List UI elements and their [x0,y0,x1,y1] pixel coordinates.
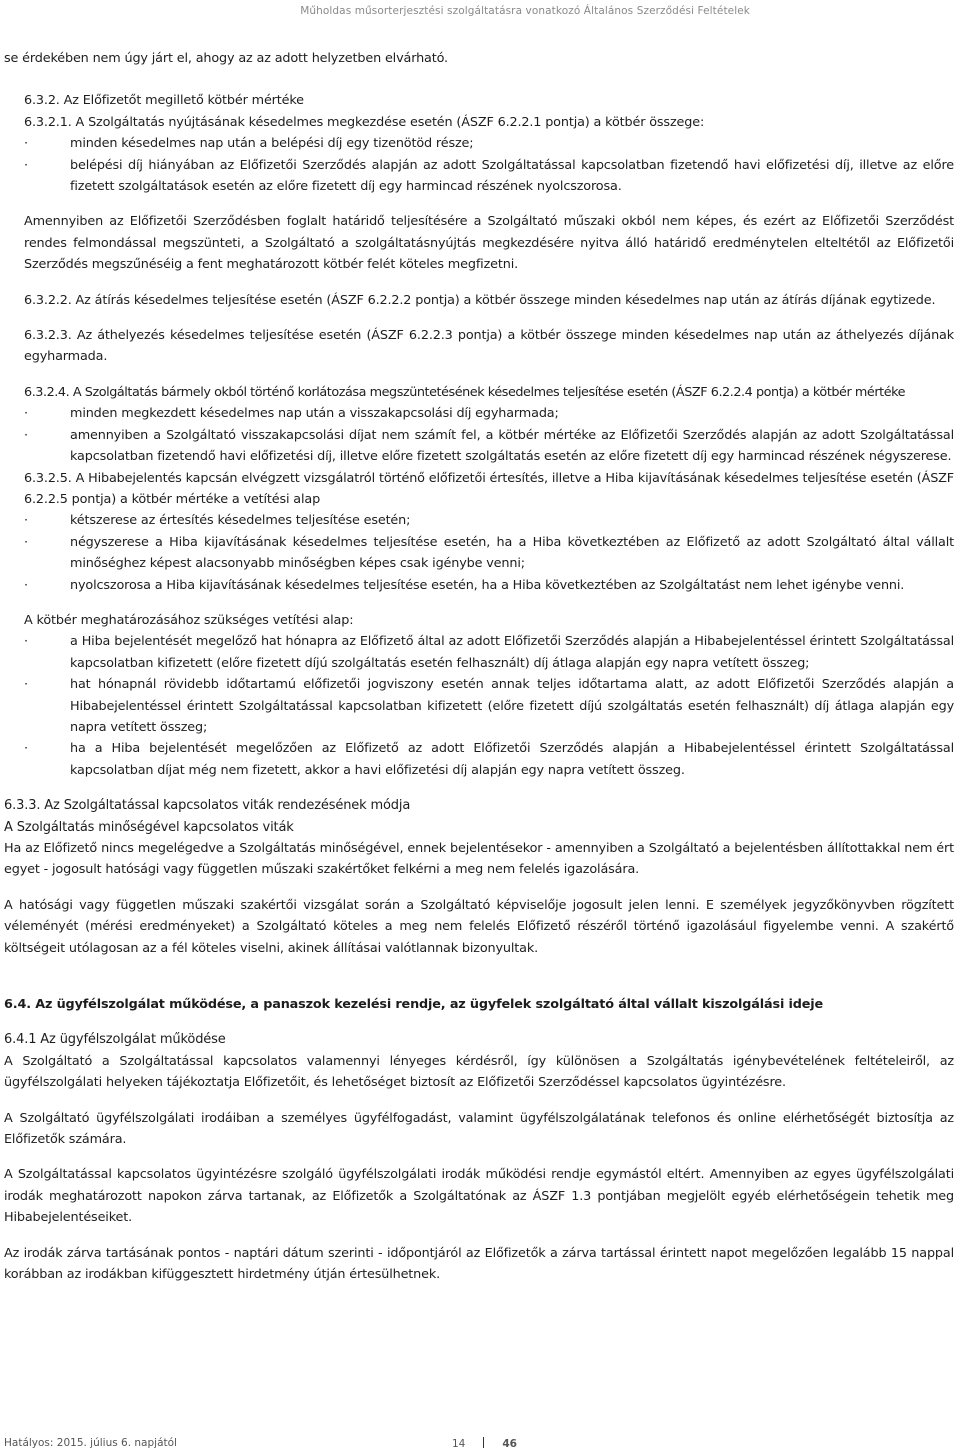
paragraph: Az irodák zárva tartásának pontos - naptári dátum szerinti - időpontjáról az Előfizetők a zárva tartással érintett napot megelőzően legalább 15 nappal korábban az irodákban kifüggesztett hirdetmény útján értesülhetnek. [4,1245,954,1283]
paragraph: A Szolgáltató a Szolgáltatással kapcsolatos valamennyi lényeges kérdésről, így különösen a Szolgáltatás igénybevételének feltételeiről, az ügyfélszolgálati helyeken tájékoztatja Előfizetőit, és lehetőséget biztosít az Előfizetői Szerződéssel kapcsolatos ügyintézésre. [4,1053,954,1091]
list-item: · minden megkezdett késedelmes nap után a visszakapcsolási díj egyharmada; [4,403,954,424]
section-heading-6-3-3: 6.3.3. Az Szolgáltatással kapcsolatos viták rendezésének módja [4,798,411,814]
section-heading-6-4: 6.4. Az ügyfélszolgálat működése, a panaszok kezelési rendje, az ügyfelek szolgáltató által vállalt kiszolgálási ideje [4,997,824,1013]
list-item: · minden késedelmes nap után a belépési díj egy tizenötöd része; [4,133,954,154]
paragraph: A Szolgáltatással kapcsolatos ügyintézésre szolgáló ügyfélszolgálati irodák működési rendje egymástól eltért. Amennyiben az egyes ügyfélszolgálati irodák meghatározott napokon zárva tartanak, az Előfizetők a Szolgáltatónak az ÁSZF 1.3 pontjában megjelölt egyéb elérhetőségein tehetik meg Hibabejelentéseiket. [4,1167,954,1226]
paragraph: Amennyiben az Előfizetői Szerződésben foglalt határidő teljesítésére a Szolgáltató műszaki okból nem képes, és ezért az Előfizetői Szerződést rendes felmondással megszünteti, a Szolgáltató a szolgáltatásnyújtás megkezdésére nyitva álló határidő eredménytelen elteltétől az Előfizetői Szerződés megszűnéséig a fent meghatározott kötbér felét köteles megfizetni. [24,214,954,273]
paragraph: Ha az Előfizető nincs megelégedve a Szolgáltatás minőségével, ennek bejelentésekor - amennyiben a Szolgáltató a bejelentésben állítottakkal nem ért egyet - jogosult hatósági vagy független műszaki szakértőket felkérni a meg nem felelés igazolására. [4,841,954,878]
subsection-6-3-2-3: 6.3.2.3. Az áthelyezés késedelmes teljesítése esetén (ÁSZF 6.2.2.3 pontja) a kötbér összege minden késedelmes nap után az áthelyezés díjának egyharmada. [24,328,954,365]
page-content [4,48,954,1286]
document-header [0,5,960,17]
list-item: · kétszerese az értesítés késedelmes teljesítése esetén; [4,510,954,531]
section-heading-6-4-1: 6.4.1 Az ügyfélszolgálat működése [4,1032,226,1048]
subsection-6-3-2-2: 6.3.2.2. Az átírás késedelmes teljesítése esetén (ÁSZF 6.2.2.2 pontja) a kötbér összege minden késedelmes nap után az átírás díjának egytizede. [24,292,936,308]
paragraph: A hatósági vagy független műszaki szakértői vizsgálat során a Szolgáltató képviselője jogosult jelen lenni. E személyek jegyzőkönyvben rögzített véleményét (mérési eredményeket) a Szolgáltató köteles a meg nem felelés Előfizető részéről történő igazolásául figyelembe venni. A szakértő költségeit utólagosan az a fél köteles viselni, akinek állításai valótlannak bizonyultak. [4,897,954,956]
current-page: 14 [452,1438,466,1450]
paragraph: A kötbér meghatározásához szükséges vetítési alap: [24,612,354,628]
paragraph: A Szolgáltató ügyfélszolgálati irodáiban a személyes ügyfélfogadást, valamint ügyfélszolgálatának telefonos és online elérhetőségét biztosítja az Előfizetők számára. [4,1110,954,1148]
header-title: Műholdas műsorterjesztési szolgáltatásra vonatkozó Általános Szerződési Feltételek [300,5,750,17]
list-item: · amennyiben a Szolgáltató visszakapcsolási díjat nem számít fel, a kötbér mértéke az Előfizetői Szerződés alapján az adott Szolgáltatással kapcsolatban fizetendő havi előfizetési díj, illetve előre fizetett szolgáltatás esetén az előre fizetett díj egy harmincad részének négyszerese. [4,425,954,468]
section-subheading: A Szolgáltatás minőségével kapcsolatos viták [4,819,294,835]
subsection-6-3-2-5: 6.3.2.5. A Hibabejelentés kapcsán elvégzett vizsgálatról történő előfizetői értesítés, illetve a Hiba kijavításának késedelmes teljesítése esetén (ÁSZF 6.2.2.5 pontja) a kötbér mértéke a vetítési alap [24,470,954,507]
paragraph: se érdekében nem úgy járt el, ahogy az az adott helyzetben elvárható. [4,51,448,66]
list-item: · nyolcszorosa a Hiba kijavításának késedelmes teljesítése esetén, ha a Hiba következtében az Szolgáltatást nem lehet igénybe venni. [4,575,954,596]
section-heading-6-3-2: 6.3.2. Az Előfizetőt megillető kötbér mértéke [24,93,304,109]
list-item: · ha a Hiba bejelentését megelőzően az Előfizető az adott Előfizetői Szerződés alapján a Hibabejelentéssel érintett Szolgáltatással kapcsolatban díjat még nem fizetett, akkor a havi előfizetési díj alapján egy napra vetített összeg. [4,738,954,781]
effective-date: Hatályos: 2015. július 6. napjától [4,1437,177,1449]
page-separator [483,1437,484,1448]
list-item: · hat hónapnál rövidebb időtartamú előfizetői jogviszony esetén annak teljes időtartama alatt, az adott Előfizetői Szerződés alapján a Hibabejelentéssel érintett Szolgáltatással kapcsolatban kifizetett (előre fizetett díjú szolgáltatás esetén felhasznált) díj átlaga alapján egy napra vetített összeg; [4,674,954,738]
subsection-6-3-2-4: 6.3.2.4. A Szolgáltatás bármely okból történő korlátozása megszüntetésének késedelmes teljesítése esetén (ÁSZF 6.2.2.4 pontja) a kötbér mértéke [24,384,906,400]
total-pages: 46 [502,1438,517,1450]
list-item: · a Hiba bejelentését megelőző hat hónapra az Előfizető által az adott Előfizetői Szerződés alapján a Hibabejelentéssel érintett Szolgáltatással kapcsolatban kifizetett (előre fizetett díjú szolgáltatás esetén felhasznált) díj átlaga alapján egy napra vetített összeg; [4,631,954,674]
list-item: · belépési díj hiányában az Előfizetői Szerződés alapján az adott Szolgáltatással kapcsolatban fizetendő havi előfizetési díj, illetve az előre fizetett szolgáltatások esetén az előre fizetett díj egy harmincad részének nyolcszorosa. [4,155,954,198]
subsection-6-3-2-1: 6.3.2.1. A Szolgáltatás nyújtásának késedelmes megkezdése esetén (ÁSZF 6.2.2.1 pontja) a kötbér összege: [24,114,705,130]
list-item: · négyszerese a Hiba kijavításának késedelmes teljesítése esetén, ha a Hiba következtében az Előfizető az adott Szolgáltató által vállalt minőséghez képest alacsonyabb minőségben képes csak igénybe venni; [4,532,954,575]
page-number [452,1437,517,1450]
